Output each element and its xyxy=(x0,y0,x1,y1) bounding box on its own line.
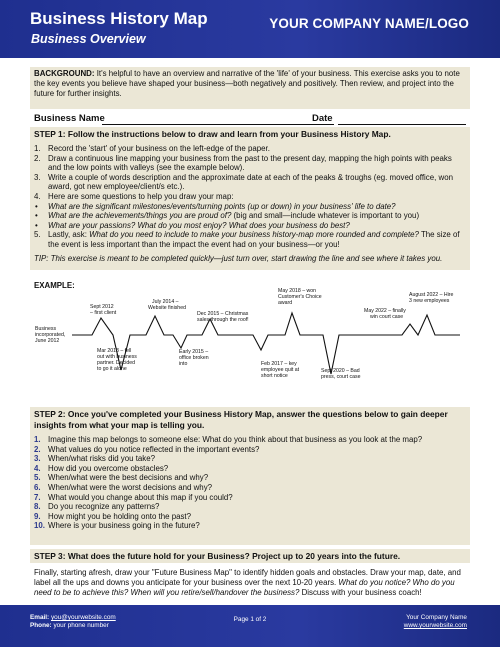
label-start: Business incorporated, June 2012 xyxy=(35,326,66,344)
step1-section xyxy=(30,127,470,270)
step2-list xyxy=(34,435,466,531)
company-name: Your Company Name xyxy=(406,614,467,621)
company-logo: YOUR COMPANY NAME/LOGO xyxy=(269,16,469,31)
background-text: It's helpful to have an overview and narrative of the 'life' of your business. This exercise asks you to note the key events you believe have shaped your business—both negatively and positively. Then review, and project into the future for further insights. xyxy=(34,69,460,98)
page-number: Page 1 of 2 xyxy=(233,616,267,623)
background-box xyxy=(30,67,470,109)
date-label: Date xyxy=(312,113,333,124)
list-item: 6. When/what were the worst decisions and why? xyxy=(34,482,213,492)
list-item: 1. Record the 'start' of your business on the left-edge of the paper. xyxy=(34,144,270,153)
page-header xyxy=(0,0,500,58)
business-name-label: Business Name xyxy=(34,113,105,124)
bullet-item: • What are the achievements/things you are proud of? (big and small—include whatever is important to you) xyxy=(35,211,420,221)
step2-heading: STEP 2: Once you've completed your Business History Map, answer the questions below to gain deeper insights from what your map is telling you. xyxy=(34,409,448,430)
list-item: 5. Lastly, ask: What do you need to include to make your business history-map more rounded and complete? The size of the event is less important than the impact the event had on your business—or you! xyxy=(34,230,460,249)
label-dec2015: Dec 2015 – Christmas sales through the roof! xyxy=(197,311,249,323)
list-item: 3. When/what risks did you take? xyxy=(34,454,156,464)
list-item: 2. Draw a continuous line mapping your business from the past to the present day, mapping the high points with peaks and the low points with valleys (see the example below). xyxy=(34,153,452,173)
page-title: Business History Map xyxy=(30,9,208,28)
footer-company xyxy=(404,614,467,630)
step1-heading: STEP 1: Follow the instructions below to draw and learn from your Business History Map. xyxy=(34,129,391,139)
label-sept2012: Sept 2012 – first client xyxy=(90,304,117,316)
label-sept2020: Sept 2020 – Bad press, court case xyxy=(321,368,361,380)
page-subtitle: Business Overview xyxy=(31,32,146,46)
step3-heading: STEP 3: What does the future hold for your Business? Project up to 20 years into the future. xyxy=(30,549,470,563)
list-item: 8. Do you recognize any patterns? xyxy=(34,502,160,512)
list-item: 7. What would you change about this map if you could? xyxy=(34,492,233,502)
website-link[interactable]: www.yourwebsite.com xyxy=(403,622,467,629)
list-item: 2. What values do you notice reflected in the important events? xyxy=(34,444,260,454)
business-name-row xyxy=(34,113,470,127)
step3-text: Finally, starting afresh, draw your "Future Business Map" to identify hidden goals and obstacles. Draw your map, date, and label all the ups and downs you anticipate for your business over the next 10-20 years. What do you notice? Who do you need to be to achieve this? When will you retire/sell/handover the business? Discuss with your business coach! xyxy=(34,568,461,597)
bullet-item: • What are your passions? What do you most enjoy? What does your business do best? xyxy=(35,220,350,230)
business-name-field[interactable] xyxy=(102,124,334,125)
step2-section xyxy=(30,407,470,545)
list-item: 1. Imagine this map belongs to someone else: What do you think about that business as you look at the map? xyxy=(34,435,423,444)
footer-contact: Email: you@yourwebsite.com Phone: your phone number xyxy=(30,614,116,629)
label-aug2022: August 2022 – Hire 3 new employees xyxy=(409,292,454,304)
label-early2015: Early 2015 – office broken into xyxy=(179,349,209,367)
tip-text: TIP: This exercise is meant to be completed quickly—just turn over, start drawing the line and see where it takes you. xyxy=(34,253,443,263)
label-feb2017: Feb 2017 – key employee quit at short notice xyxy=(261,361,300,379)
step1-list xyxy=(34,144,466,250)
label-mar2013: Mar 2013 – fell out with business partner. Decided to go it alone xyxy=(97,348,137,372)
label-may2018: May 2018 – won Customer's Choice award xyxy=(278,288,322,306)
list-item: 4. How did you overcome obstacles? xyxy=(34,463,169,473)
page-footer xyxy=(0,605,500,647)
background-label: BACKGROUND: xyxy=(34,69,95,78)
example-label: EXAMPLE: xyxy=(34,281,75,290)
bullet-item: • What are the significant milestones/events/turning points (up or down) in your business' life to date? xyxy=(35,201,396,211)
label-jul2014: July 2014 – Website finished xyxy=(148,299,186,311)
example-history-map xyxy=(30,284,470,380)
list-item: 5. When/what were the best decisions and why? xyxy=(34,473,209,483)
label-may2022: May 2022 – finally win court case xyxy=(364,308,406,320)
list-item: 3. Write a couple of words description and the approximate date at each of the peaks & troughs (eg. moved office, won award, got new employee/client/s etc.). xyxy=(34,172,453,192)
list-item: 10. Where is your business going in the future? xyxy=(34,521,200,531)
date-field[interactable] xyxy=(338,124,466,125)
email-link[interactable]: you@yourwebsite.com xyxy=(50,614,116,621)
phone-number: your phone number xyxy=(53,622,109,629)
list-item: 9. How might you be holding onto the past? xyxy=(34,511,192,521)
list-item: 4. Here are some questions to help you draw your map: xyxy=(34,191,234,201)
